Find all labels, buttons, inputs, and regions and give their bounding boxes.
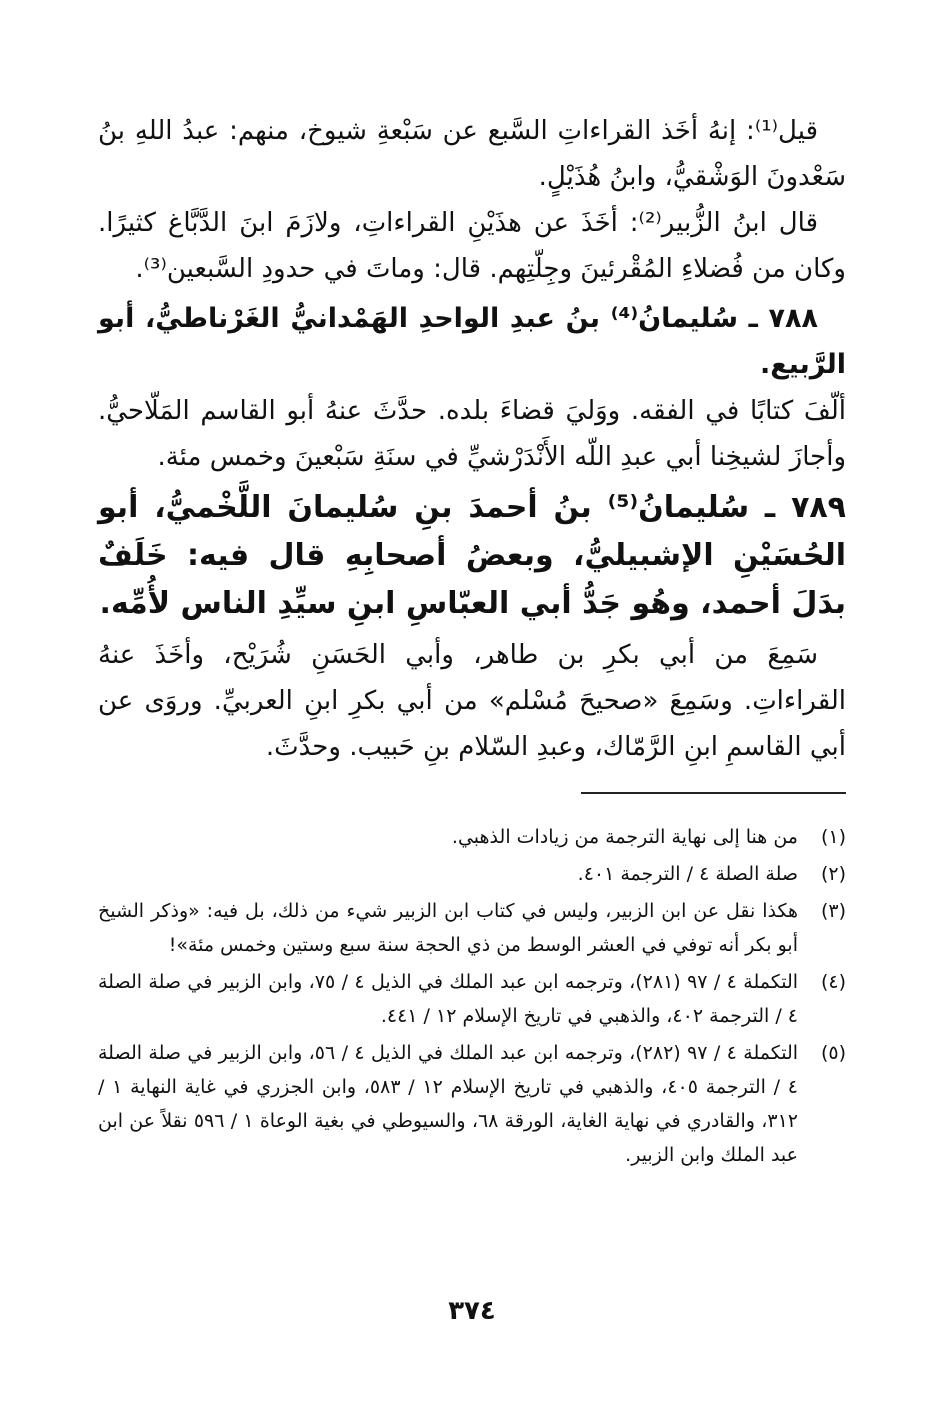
paragraph-1: قيل⁽¹⁾: إنهُ أخَذ القراءاتِ السَّبع عن سَبْعةِ شيوخ، منهم: عبدُ اللهِ بنُ سَعْدونَ الوَشْقيُّ، وابنُ هُذَيْلٍ. bbox=[98, 116, 846, 192]
footnote-number: (٤) bbox=[820, 971, 846, 993]
footnote-2 bbox=[98, 857, 846, 891]
footnotes bbox=[98, 820, 846, 1175]
footnote-1 bbox=[98, 820, 846, 854]
paragraph-4: سَمِعَ من أبي بكرِ بن طاهر، وأبي الحَسَنِ شُرَيْح، وأخَذَ عنهُ القراءاتِ. وسَمِعَ «صحيحَ مُسْلم» من أبي بكرِ ابنِ العربيِّ. وروَى عن أبي القاسمِ ابنِ الرَّمّاك، وعبدِ السّلام بنِ حَبيب. وحدَّثَ. bbox=[98, 640, 846, 762]
paragraph-3: ألّفَ كتابًا في الفقه. ووَليَ قضاءَ بلده. حدَّثَ عنهُ أبو القاسم المَلّاحيُّ. وأجازَ لشيخِنا أبي عبدِ اللّه الأَنْدَرْشيِّ في سنَةِ سَبْعينَ وخمس مئة. bbox=[98, 396, 846, 472]
footnote-separator bbox=[581, 792, 846, 794]
footnote-text: صلة الصلة ٤ / الترجمة ٤٠١. bbox=[577, 863, 798, 885]
footnote-5 bbox=[98, 1036, 846, 1172]
main-text bbox=[98, 108, 846, 770]
footnote-text: التكملة ٤ / ٩٧ (٢٨٢)، وترجمه ابن عبد الملك في الذيل ٤ / ٥٦، وابن الزبير في صلة الصلة ٤ / الترجمة ٤٠٥، والذهبي في تاريخ الإسلام ١٢ / ٥٨٣، وابن الجزري في غاية النهاية ١ / ٣١٢، والقادري في نهاية الغاية، الورقة ٦٨، والسيوطي في بغية الوعاة ١ / ٥٩٦ نقلاً عن ابن عبد الملك وابن الزبير. bbox=[98, 1042, 799, 1166]
footnote-text: هكذا نقل عن ابن الزبير، وليس في كتاب ابن الزبير شيء من ذلك، بل فيه: «وذكر الشيخ أبو بكر أنه توفي في العشر الوسط من ذي الحجة سنة سبع وستين وخمس مئة»! bbox=[98, 900, 798, 956]
entry-789-heading: ٧٨٩ ـ سُليمانُ⁽⁵⁾ بنُ أحمدَ بنِ سُليمانَ اللَّخْميُّ، أبو الحُسَيْنِ الإشبيليُّ، وبعضُ أصحابِهِ قال فيه: خَلَفٌ بدَلَ أحمد، وهُو جَدُّ أبي العبّاسِ ابنِ سيِّدِ الناس لأُمِّه. bbox=[98, 490, 846, 621]
footnote-4 bbox=[98, 965, 846, 1033]
entry-788-heading: ٧٨٨ ـ سُليمانُ⁽⁴⁾ بنُ عبدِ الواحدِ الهَمْدانيُّ الغَرْناطيُّ، أبو الرَّبيع. bbox=[98, 303, 846, 380]
page-number: ٣٧٤ bbox=[448, 1296, 496, 1326]
footnote-text: من هنا إلى نهاية الترجمة من زيادات الذهبي. bbox=[451, 826, 798, 848]
footnote-number: (٢) bbox=[820, 863, 846, 885]
footnote-number: (٥) bbox=[820, 1042, 846, 1064]
footnote-number: (٣) bbox=[820, 900, 846, 922]
footnote-number: (١) bbox=[820, 826, 846, 848]
footnote-text: التكملة ٤ / ٩٧ (٢٨١)، وترجمه ابن عبد الملك في الذيل ٤ / ٧٥، وابن الزبير في صلة الصلة ٤ / الترجمة ٤٠٢، والذهبي في تاريخ الإسلام ١٢ / ٤٤١. bbox=[98, 971, 799, 1027]
footnote-3 bbox=[98, 894, 846, 962]
paragraph-2: قال ابنُ الزُّبير⁽²⁾: أخَذَ عن هذَيْنِ القراءاتِ، ولازَمَ ابنَ الدَّبَّاغ كثيرًا. وكان من فُضلاءِ المُقْرئينَ وجِلّتِهم. قال: وماتَ في حدودِ السَّبعين⁽³⁾. bbox=[98, 208, 846, 284]
